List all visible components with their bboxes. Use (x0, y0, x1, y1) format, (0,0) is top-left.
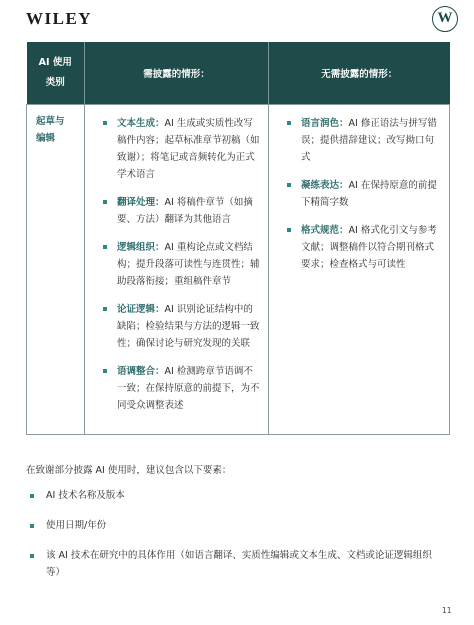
requirements-list (26, 487, 446, 594)
list-item: 翻译处理：AI 将稿件章节（如摘要、方法）翻译为其他语言 (107, 194, 260, 228)
intro-text: 在致谢部分披露 AI 使用时，建议包含以下要素： (26, 465, 232, 476)
header-disclose: 需披露的情形： (85, 42, 269, 105)
disclose-list (85, 105, 268, 422)
row-label: 起草与 编辑 (27, 105, 85, 435)
page-number: 11 (442, 606, 452, 615)
wiley-logo-icon: W (432, 6, 458, 32)
list-item: 文本生成：AI 生成或实质性改写稿件内容；起草标准章节初稿（如致谢）；将笔记或音频转化为正式学术语言 (107, 115, 260, 183)
page-header (0, 0, 474, 40)
list-item: 格式规范：AI 格式化引文与参考文献；调整稿件以符合期刊格式要求；检查格式与可读性 (291, 222, 441, 273)
list-item: 语言润色：AI 修正语法与拼写错误；提供措辞建议；改写拗口句式 (291, 115, 441, 166)
disclose-cell (85, 105, 269, 435)
wiley-wordmark: WILEY (26, 9, 93, 28)
list-item: 语调整合：AI 检测跨章节语调不一致；在保持原意的前提下，为不同受众调整表述 (107, 363, 260, 414)
list-item: 逻辑组织：AI 重构论点或文档结构；提升段落可读性与连贯性；辅助段落衔接；重组稿件章节 (107, 239, 260, 290)
header-ai-category: AI 使用 类别 (27, 42, 85, 105)
header-no-disclose: 无需披露的情形： (269, 42, 450, 105)
no-disclose-list (269, 105, 449, 281)
list-item: AI 技术名称及版本 (26, 487, 446, 504)
ai-disclosure-table (26, 42, 450, 435)
list-item: 使用日期/年份 (26, 517, 446, 534)
list-item: 论证逻辑：AI 识别论证结构中的缺陷；检验结果与方法的逻辑一致性；确保讨论与研究发现的关联 (107, 301, 260, 352)
list-item: 该 AI 技术在研究中的具体作用（如语言翻译、实质性编辑或文本生成、文档或论证逻辑组织等） (26, 547, 446, 581)
list-item: 凝练表达：AI 在保持原意的前提下精简字数 (291, 177, 441, 211)
no-disclose-cell (269, 105, 450, 435)
